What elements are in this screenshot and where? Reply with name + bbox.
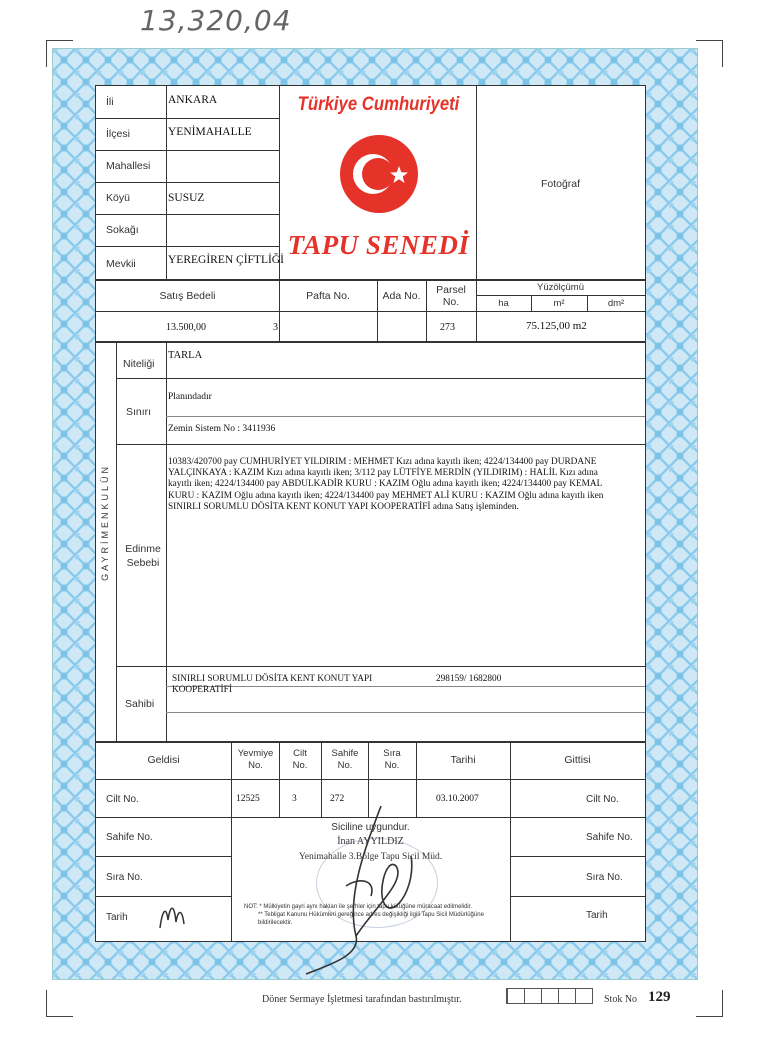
sahibi-share: 298159/ 1682800 <box>436 674 502 684</box>
koy-value: SUSUZ <box>168 192 205 204</box>
dm2-label: dm² <box>607 298 625 309</box>
right-sira-label: Sıra No. <box>586 872 623 883</box>
siniri-label: Sınırı <box>126 406 152 418</box>
top-handwritten-note: 13,320,04 <box>140 4 292 37</box>
left-sahife-label: Sahife No. <box>106 832 153 843</box>
republic-title: Türkiye Cumhuriyeti <box>297 94 460 115</box>
deed-form <box>95 85 646 942</box>
registry-note-1: NOT: * Mülkiyetin gayri aynı hakları ile şerhler için tapu kütüğüne müracaat edilmelidir. <box>244 904 473 910</box>
left-cilt-label: Cilt No. <box>106 794 139 805</box>
mahalle-label: Mahallesi <box>106 160 151 172</box>
printed-by-text: Döner Sermaye İşletmesi tarafından bastırılmıştır. <box>262 994 462 1005</box>
corner-mark-bl <box>46 990 73 1017</box>
turkish-flag-emblem <box>339 134 419 214</box>
yuzolcum-value: 75.125,00 m2 <box>526 320 587 332</box>
stok-value: 129 <box>648 989 671 1005</box>
edinme-value: 10383/420700 pay CUMHURİYET YILDIRIM : MEHMET Kızı adına kayıtlı iken; 4224/134400 pay DURDANE YALÇINKAYA : KAZIM Kızı adına kayıtlı iken; 3/112 pay LÜTFİYE MERDİN (YILDIRIM) : HALİL Kızı adına kayıtlı iken; 4224/134400 pay ABDULKADİR KURU : KAZIM Oğlu adına kayıtlı iken; 4224/134400 pay KEMAL KURU : KAZIM Oğlu adına kayıtlı iken; 4224/134400 pay MEHMET ALİ KURU : KAZIM Oğlu adına kayıtlı iken SINIRLI SORUMLU DÖSİTA KENT KONUT YAPI KOOPERATİFİ adına Satış işleminden. <box>168 457 604 512</box>
sahibi-label: Sahibi <box>125 698 155 710</box>
sahibi-value-line2: KOOPERATİFİ <box>172 685 232 695</box>
koy-label: Köyü <box>106 192 130 204</box>
siniri-line2: Zemin Sistem No : 3411936 <box>168 424 276 434</box>
sahife-label: Sahife No. <box>331 748 359 771</box>
right-tarih-label: Tarih <box>586 910 608 921</box>
stamp-line-1: Siciline uygundur. <box>331 822 410 833</box>
parsel-value: 273 <box>440 322 455 333</box>
signature-official <box>286 786 436 976</box>
edinme-label: Edinme Sebebi <box>125 543 161 569</box>
mevki-value: YEREGİREN ÇİFTLİĞİ <box>168 254 284 266</box>
sahibi-value-line1: SINIRLI SORUMLU DÖSİTA KENT KONUT YAPI <box>172 674 373 684</box>
stock-boxes <box>506 988 593 1004</box>
cilt-value: 3 <box>292 794 297 804</box>
niteligi-label: Niteliği <box>123 358 155 370</box>
ilce-label: İlçesi <box>106 128 130 140</box>
right-cilt-label: Cilt No. <box>586 794 619 805</box>
sokak-label: Sokağı <box>106 224 139 236</box>
left-sira-label: Sıra No. <box>106 872 143 883</box>
tarihi-value: 03.10.2007 <box>436 794 479 804</box>
ada-label: Ada No. <box>382 290 421 302</box>
pafta-label: Pafta No. <box>306 290 350 302</box>
yevmiye-value: 12525 <box>236 794 260 804</box>
registry-note-3: bildirilecektir. <box>258 920 293 926</box>
sahife-value: 272 <box>330 794 345 804</box>
siniri-line1: Planındadır <box>168 392 212 402</box>
sira-label: Sıra No. <box>383 748 401 771</box>
il-value: ANKARA <box>168 94 218 106</box>
niteligi-value: TARLA <box>168 350 203 361</box>
tarihi-label: Tarihi <box>450 754 476 766</box>
gayrimenkul-side-label: GAYRİMENKULÜN <box>100 464 110 581</box>
deed-title: TAPU SENEDİ <box>287 230 470 260</box>
m2-label: m² <box>553 298 565 309</box>
left-tarih-label: Tarih <box>106 912 128 923</box>
stamp-line-3: Yenimahalle 3.Bölge Tapu Sicil Müd. <box>298 852 443 862</box>
satis-bedeli-label: Satış Bedeli <box>159 290 216 302</box>
ha-label: ha <box>498 298 509 309</box>
parsel-label: Parsel No. <box>436 284 466 308</box>
stok-label: Stok No <box>604 994 638 1005</box>
signature-initial <box>152 894 192 934</box>
right-sahife-label: Sahife No. <box>586 832 633 843</box>
photo-label: Fotoğraf <box>540 178 581 190</box>
corner-mark-tr <box>696 40 723 67</box>
registry-note-2: ** Tebligat Kanunu Hükümleri gereğince adres değişikliği ilgili Tapu Sicil Müdürlüğüne <box>258 912 484 918</box>
yevmiye-label: Yevmiye No. <box>237 748 274 771</box>
ilce-value: YENİMAHALLE <box>168 126 252 138</box>
corner-mark-br <box>696 990 723 1017</box>
geldisi-label: Geldisi <box>147 754 180 766</box>
pafta-value: 3 <box>273 322 278 333</box>
satis-bedeli-value: 13.500,00 <box>166 322 206 333</box>
il-label: İli <box>106 96 114 108</box>
mevki-label: Mevkii <box>106 258 136 270</box>
stamp-line-2: İnan AYYILDIZ <box>337 836 404 847</box>
cilt-label: Cilt No. <box>292 748 308 771</box>
gittisi-label: Gittisi <box>564 754 591 766</box>
yuzolcum-label: Yüzölçümü <box>537 282 584 293</box>
